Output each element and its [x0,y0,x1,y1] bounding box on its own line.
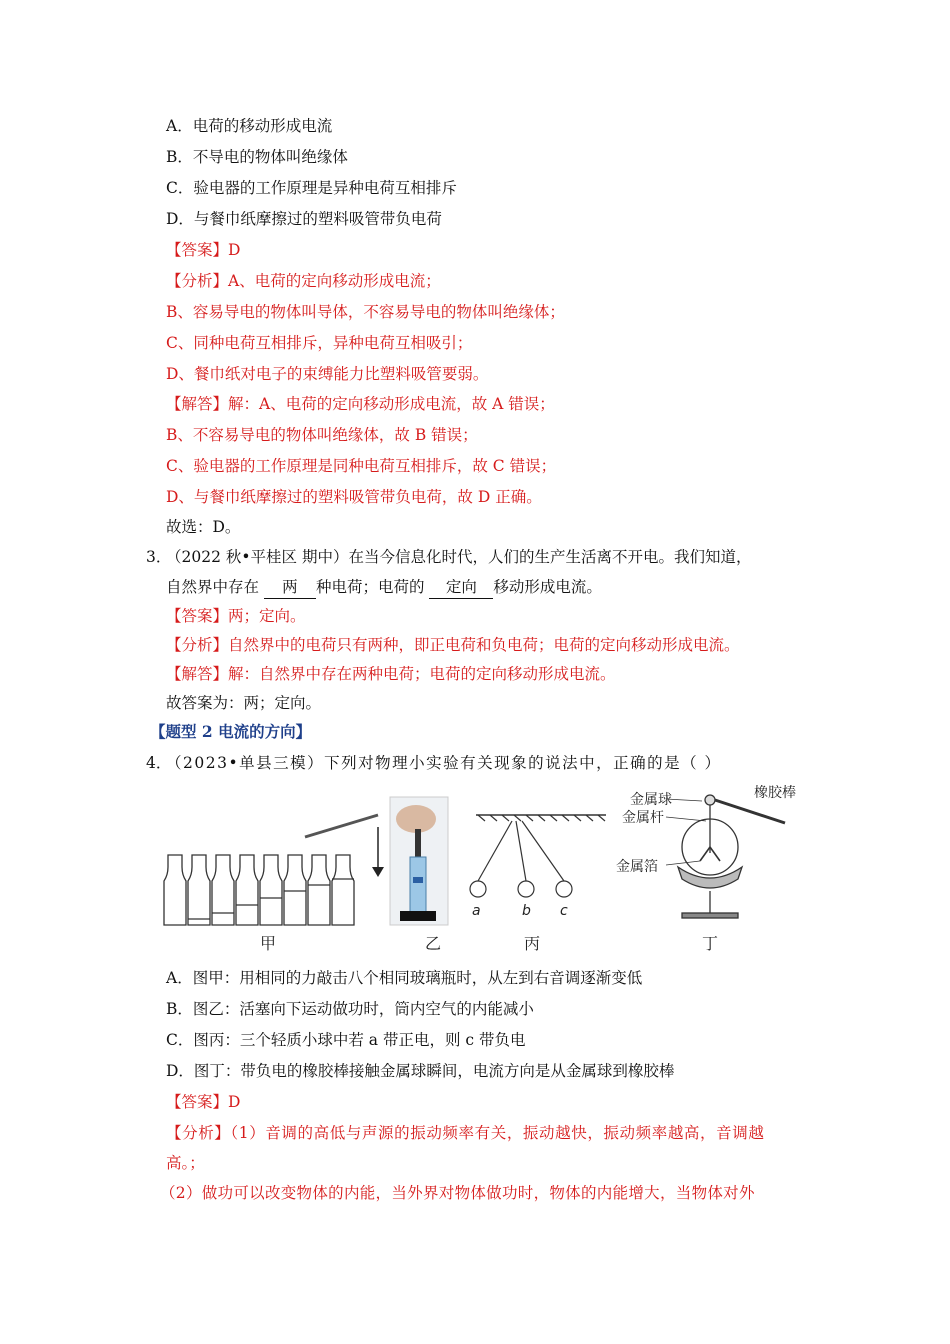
q3-number: 3． [146,548,172,566]
q3-stem-part: 移动形成电流。 [493,578,602,596]
bottle [332,855,354,925]
q2-option-a: A．电荷的移动形成电流 [166,117,333,135]
q4-answer [166,1091,240,1113]
q3-answer [166,605,306,627]
q2-solution-line: C、验电器的工作原理是同种电荷互相排斥，故 C 错误； [166,457,557,475]
q3-conclusion: 故答案为：两；定向。 [166,694,322,712]
q4-analysis-line: （2）做功可以改变物体的内能，当外界对物体做功时，物体的内能增大，当物体对外 [160,1184,755,1202]
q4-analysis-line [166,1122,764,1144]
label-metal-ball: 金属球 [630,792,672,808]
q2-solution-line: B、不容易导电的物体叫绝缘体，故 B 错误； [166,426,478,444]
q4-number: 4． [146,754,172,772]
answer-value: D [228,241,241,259]
q2-option-b: B．不导电的物体叫绝缘体 [166,148,348,166]
q2-analysis-line: D、餐巾纸对电子的束缚能力比塑料吸管要弱。 [166,365,489,383]
analysis-tag: 【分析】 [166,636,229,654]
analysis-tag: 【分析】 [166,1124,231,1142]
hand-icon [396,805,436,833]
q2-answer [166,239,240,261]
label-jia: 甲 [260,934,277,953]
solution-tag: 【解答】 [166,395,229,413]
bottle [236,855,258,925]
answer-tag: 【答案】 [166,241,229,259]
label-bing: 丙 [524,934,541,953]
analysis-text: （1）音调的高低与声源的振动频率有关，振动越快，振动频率越高，音调越 [230,1124,765,1142]
bottle [284,855,306,925]
q3-blank-1: 两 [264,576,316,599]
q3-analysis [166,634,740,656]
analysis-text: A、电荷的定向移动形成电流； [228,272,441,290]
q2-option-d: D．与餐巾纸摩擦过的塑料吸管带负电荷 [166,210,442,228]
bottle [212,855,234,925]
ball-label-a: a [472,903,481,919]
q3-blank-2: 定向 [429,576,493,599]
label-yi: 乙 [425,934,442,953]
bottles-figure [164,855,354,925]
piston-figure [372,797,448,925]
answer-value: 两；定向。 [228,607,306,625]
label-metal-rod: 金属杆 [622,810,664,826]
label-rubber-rod: 橡胶棒 [754,785,796,801]
solution-text: 解：自然界中存在两种电荷；电荷的定向移动形成电流。 [228,665,616,683]
solution-tag: 【解答】 [166,665,229,683]
q4-figure [160,785,810,960]
q4-option-c: C．图丙：三个轻质小球中若 a 带正电，则 c 带负电 [166,1031,526,1049]
q4-analysis-line: 高。； [166,1154,205,1172]
label-metal-foil: 金属箔 [616,859,658,875]
q2-solution-line [166,393,555,415]
bottle [308,855,330,925]
label-ding: 丁 [702,934,719,953]
ball-c [556,881,572,897]
ball-label-b: b [522,903,531,919]
answer-tag: 【答案】 [166,1093,229,1111]
hanging-balls-figure [470,815,606,897]
answer-value: D [228,1093,241,1111]
q3-stem-part: 自然界中存在 [166,578,264,596]
q3-stem-line2 [166,576,602,599]
stick [305,815,378,837]
ball-label-c: c [560,903,568,919]
q4-option-b: B．图乙：活塞向下运动做功时，筒内空气的内能减小 [166,1000,534,1018]
q3-solution [166,663,616,685]
bottle [164,855,186,925]
q2-analysis-line: B、容易导电的物体叫导体，不容易导电的物体叫绝缘体； [166,303,565,321]
analysis-text: 自然界中的电荷只有两种，即正电荷和负电荷；电荷的定向移动形成电流。 [228,636,740,654]
q2-conclusion: 故选：D。 [166,518,241,536]
ball-b [518,881,534,897]
electroscope-figure [666,795,785,918]
q3-stem-part: 种电荷；电荷的 [315,578,430,596]
q2-analysis-line: C、同种电荷互相排斥，异种电荷互相吸引； [166,334,473,352]
rubber-rod [715,800,785,823]
q2-analysis-line [166,270,441,292]
down-arrow-icon [372,867,384,877]
q4-option-a: A．图甲：用相同的力敲击八个相同玻璃瓶时，从左到右音调逐渐变低 [166,969,643,987]
q4-stem: （2023•单县三模）下列对物理小实验有关现象的说法中，正确的是（ ） [166,754,722,772]
ball-a [470,881,486,897]
q3-stem-line1: （2022 秋•平桂区 期中）在当今信息化时代，人们的生产生活离不开电。我们知道， [166,548,752,566]
bottle [188,855,210,925]
q4-option-d: D．图丁：带负电的橡胶棒接触金属球瞬间，电流方向是从金属球到橡胶棒 [166,1062,675,1080]
bottle [260,855,282,925]
metal-ball [705,795,715,805]
answer-tag: 【答案】 [166,607,229,625]
section-title: 【题型 2 电流的方向】 [150,722,312,741]
q2-solution-line: D、与餐巾纸摩擦过的塑料吸管带负电荷，故 D 正确。 [166,488,542,506]
analysis-tag: 【分析】 [166,272,229,290]
solution-text: 解：A、电荷的定向移动形成电流，故 A 错误； [228,395,555,413]
q2-option-c: C．验电器的工作原理是异种电荷互相排斥 [166,179,457,197]
